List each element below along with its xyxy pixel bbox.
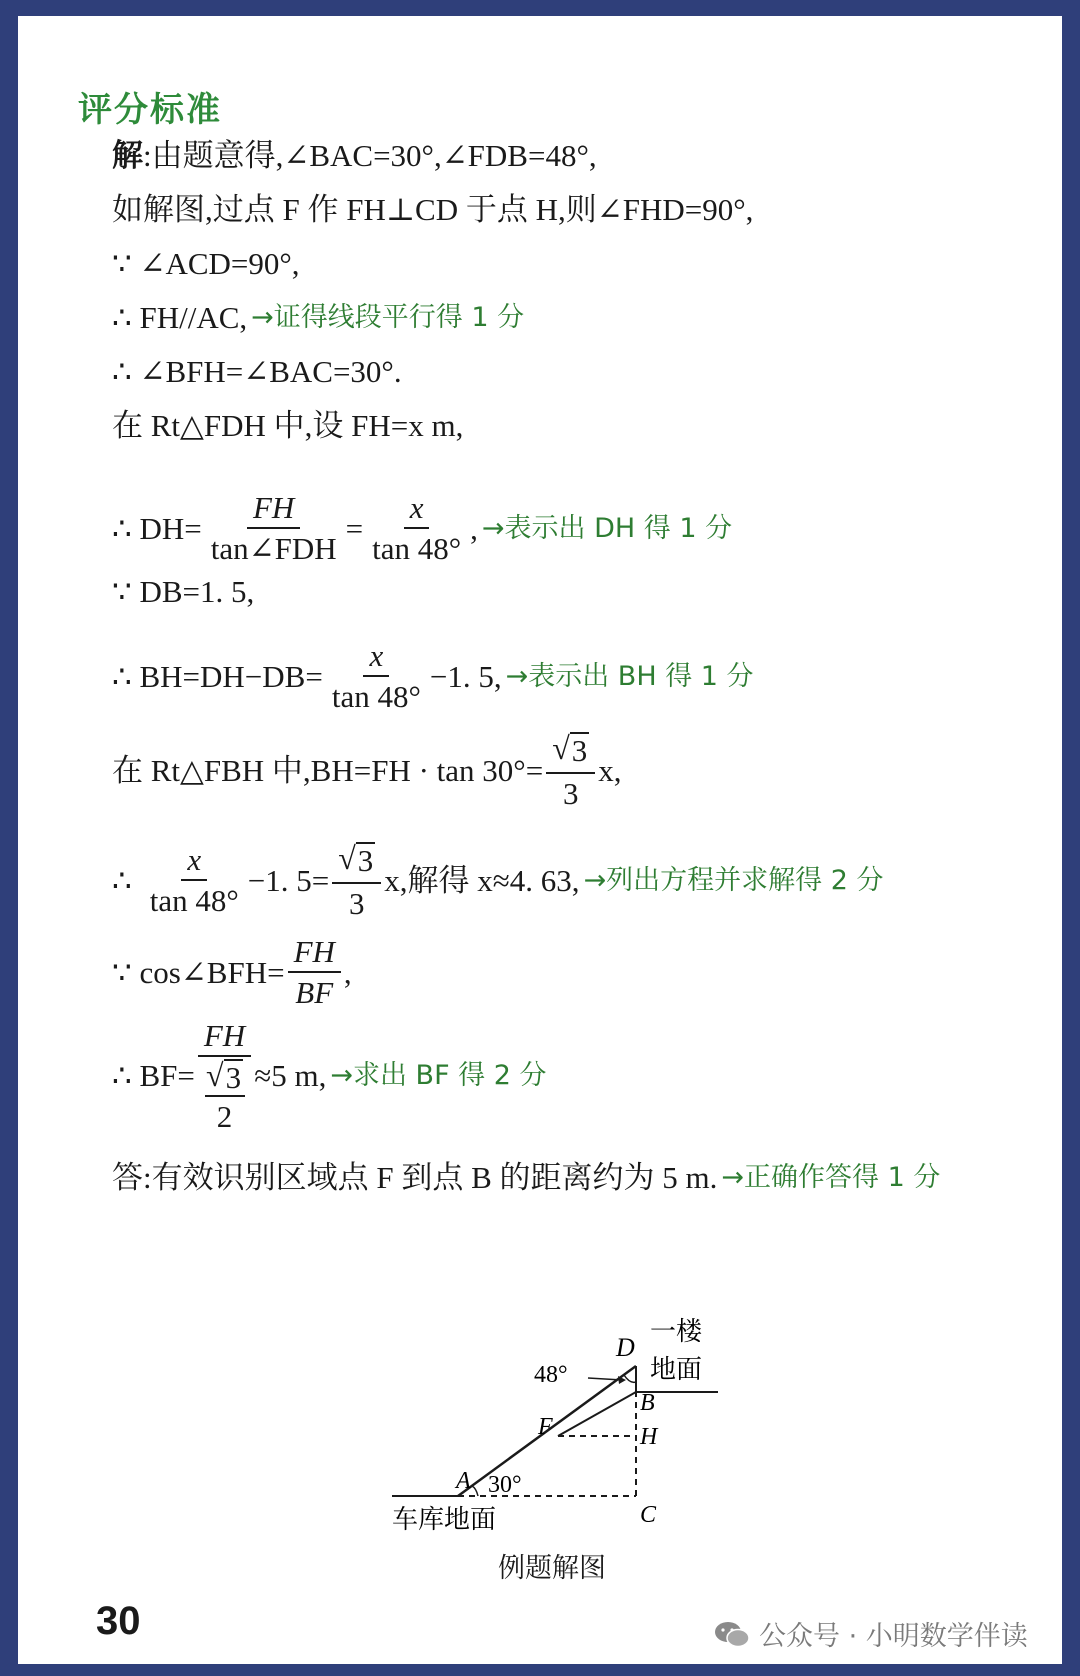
fraction: $\frac{x}{\tan 48^\circ}$: [149, 842, 239, 919]
solution-line-7: ∴ DH= $\frac{FH}{\text{tan∠FDH}}$ = $\frac{x}{\tan 48^\circ}$ , →表示出 DH 得 1 分: [112, 490, 733, 566]
solution-line-4: ∴ FH//AC, →证得线段平行得 1 分: [112, 300, 525, 335]
label-a: A: [456, 1468, 471, 1494]
sqrt: √ 3: [206, 1057, 242, 1095]
solution-prefix: 解: [112, 138, 143, 173]
score-note: →表示出 BH 得 1 分: [505, 660, 754, 692]
solution-line-3: ∵ ∠ACD=90°,: [112, 246, 300, 281]
watermark-text: 公众号 · 小明数学伴读: [759, 1621, 1028, 1652]
label-first-floor: 一楼: [650, 1317, 703, 1347]
answer-line: 答:有效识别区域点 F 到点 B 的距离约为 5 m. →正确作答得 1 分: [112, 1160, 941, 1195]
fraction: $\frac{FH}{BF}$: [288, 936, 341, 1008]
label-b: B: [640, 1390, 655, 1416]
score-note: →列出方程并求解得 2 分: [583, 864, 884, 896]
section-heading: 评分标准: [78, 90, 222, 130]
solution-line-12: ∵ cos∠BFH= $\frac{FH}{BF}$ ,: [112, 934, 352, 1010]
solution-line-9: ∴ BH=DH−DB= $\frac{x}{\tan 48^\circ}$ −1. 5, →表示出 BH 得 1 分: [112, 638, 754, 714]
page-number: 30: [96, 1599, 141, 1643]
solution-line-2: 如解图,过点 F 作 FH⊥CD 于点 H,则∠FHD=90°,: [112, 192, 754, 227]
score-note: →正确作答得 1 分: [721, 1162, 941, 1193]
diagram-caption: 例题解图: [498, 1553, 606, 1584]
fraction: √ 3 3: [332, 842, 381, 919]
fraction: $\frac{x}{\tan 48^\circ}$: [331, 638, 421, 714]
solution-line-11: ∴ $\frac{x}{\tan 48^\circ}$ −1. 5= √ 3 3 x,解得 x≈4. 63, →列出方程并求解得 2 分: [112, 840, 884, 921]
page: [18, 16, 1062, 1664]
label-angle-48: 48°: [534, 1362, 568, 1388]
score-note: →证得线段平行得 1 分: [251, 302, 525, 333]
fraction: $\frac{FH}{\text{tan∠FDH}}$: [210, 490, 337, 566]
fraction: $\frac{x}{\tan 48^\circ}$: [372, 490, 462, 566]
solution-line-13: ∴ BF= FH √ 3 2 ≈5 m, →求出 BF 得 2 分: [112, 1018, 547, 1134]
solution-line-8: ∵ DB=1. 5,: [112, 574, 255, 609]
solution-line-1: 解 :由题意得,∠BAC=30°,∠FDB=48°,: [112, 138, 597, 173]
angle-arc-d: [624, 1375, 636, 1382]
fraction: √ 3 3: [546, 732, 595, 809]
angle-pointer: [588, 1378, 622, 1380]
label-c: C: [640, 1502, 657, 1528]
fraction: FH √ 3 2: [198, 1020, 251, 1132]
solution-line-10: 在 Rt△FBH 中,BH=FH · tan 30°= √ 3 3 x,: [112, 730, 622, 811]
label-h: H: [640, 1424, 658, 1450]
label-ground: 地面: [650, 1355, 703, 1385]
solution-line-5: ∴ ∠BFH=∠BAC=30°.: [112, 354, 402, 389]
solution-line-6: 在 Rt△FDH 中,设 FH=x m,: [112, 408, 464, 443]
sqrt: √ 3: [338, 840, 374, 878]
watermark: [713, 1614, 1028, 1653]
label-d: D: [616, 1333, 635, 1362]
geometry-diagram: [388, 1296, 768, 1536]
label-angle-30: 30°: [488, 1472, 522, 1498]
angle-arc-a: [472, 1486, 478, 1496]
label-f: F: [538, 1414, 553, 1440]
wechat-icon: [713, 1619, 751, 1649]
sqrt: √ 3: [552, 730, 588, 768]
score-note: →表示出 DH 得 1 分: [481, 512, 733, 544]
label-garage-ground: 车库地面: [392, 1505, 497, 1535]
score-note: →求出 BF 得 2 分: [330, 1060, 547, 1092]
